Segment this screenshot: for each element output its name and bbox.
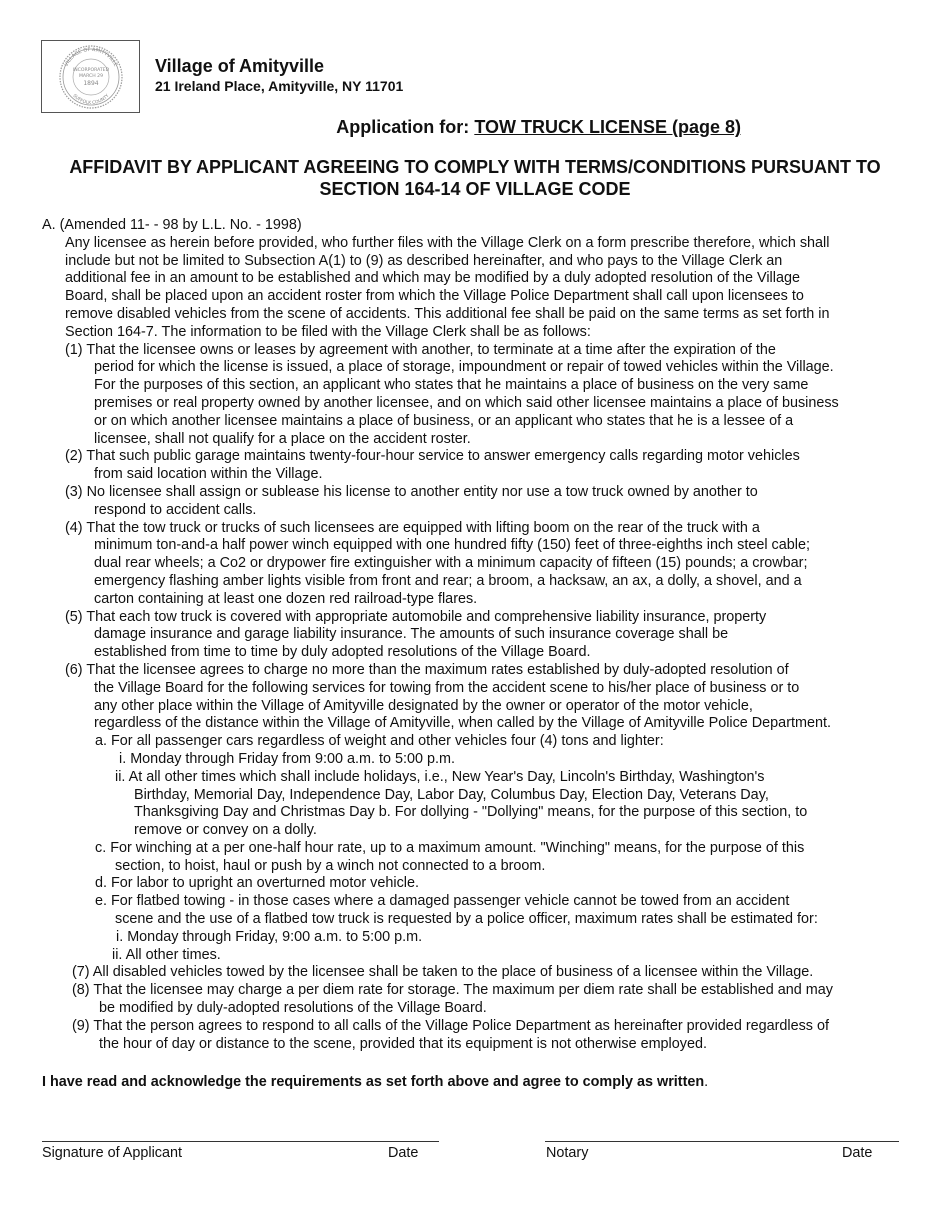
acknowledgement-text: I have read and acknowledge the requirements as set forth above and agree to comply as written	[42, 1074, 705, 1090]
village-seal-icon	[51, 44, 131, 110]
body-line: the Village Board for the following services for towing from the accident scene to his/her place of business or to	[94, 679, 800, 696]
body-line: c. For winching at a per one-half hour rate, up to a maximum amount. "Winching" means, for the purpose of this	[95, 839, 805, 856]
applicant-signature-label: Signature of Applicant	[42, 1145, 183, 1161]
body-line: (9) That the person agrees to respond to all calls of the Village Police Department as hereinafter provided regardless of	[72, 1017, 830, 1034]
applicant-signature-line[interactable]	[42, 1141, 439, 1142]
body-line: Board, shall be placed upon an accident roster from which the Village Police Department shall call upon licensees to	[65, 288, 804, 305]
notary-label: Notary	[546, 1145, 589, 1161]
affidavit-title-line-1: AFFIDAVIT BY APPLICANT AGREEING TO COMPLY WITH TERMS/CONDITIONS PURSUANT TO	[69, 157, 881, 177]
body-line: dual rear wheels; a Co2 or drypower fire extinguisher with a minimum capacity of fifteen (15) pounds; a crowbar;	[94, 555, 808, 572]
body-line: (8) That the licensee may charge a per diem rate for storage. The maximum per diem rate shall be established and may	[72, 982, 833, 999]
body-line: e. For flatbed towing - in those cases where a damaged passenger vehicle cannot be towed from an accident	[95, 893, 790, 910]
body-line: include but not be limited to Subsection A(1) to (9) as described hereinafter, and who pays to the Village Clerk an	[65, 252, 783, 269]
body-line: For the purposes of this section, an applicant who states that he maintains a place of business on the very same	[94, 377, 809, 394]
body-line: (5) That each tow truck is covered with appropriate automobile and comprehensive liability insurance, property	[65, 608, 767, 625]
notary-date-label: Date	[842, 1145, 873, 1161]
village-name: Village of Amityville	[155, 56, 325, 76]
body-line: premises or real property owned by another licensee, and on which said other licensee maintains a place of business	[94, 394, 839, 411]
body-line: Birthday, Memorial Day, Independence Day, Labor Day, Columbus Day, Election Day, Veterans Day,	[134, 786, 769, 803]
body-line: period for which the license is issued, a place of storage, impoundment or repair of towed vehicles within the Village.	[94, 359, 834, 376]
seal-year-text: 1894	[82, 79, 99, 87]
body-line: remove disabled vehicles from the scene of accidents. This additional fee shall be paid on the same terms as set forth in	[65, 305, 830, 322]
body-line: a. For all passenger cars regardless of weight and other vehicles four (4) tons and lighter:	[95, 733, 664, 750]
body-line: damage insurance and garage liability insurance. The amounts of such insurance coverage shall be	[94, 626, 729, 643]
body-line: licensee, shall not qualify for a place on the accident roster.	[94, 430, 471, 447]
body-line: (7) All disabled vehicles towed by the licensee shall be taken to the place of business of a licensee within the Village.	[72, 964, 814, 981]
body-line: carton containing at least one dozen red railroad-type flares.	[94, 590, 478, 607]
body-line: (4) That the tow truck or trucks of such licensees are equipped with lifting boom on the rear of the truck with a	[65, 519, 760, 536]
body-line: respond to accident calls.	[94, 501, 257, 518]
body-line: A. (Amended 11- - 98 by L.L. No. - 1998)	[42, 217, 302, 233]
body-line: scene and the use of a flatbed tow truck is requested by a police officer, maximum rates shall be estimated for:	[115, 911, 818, 928]
body-line: remove or convey on a dolly.	[134, 822, 317, 839]
affidavit-title-line-2: SECTION 164-14 OF VILLAGE CODE	[319, 179, 631, 199]
application-prefix: Application for:	[336, 117, 470, 137]
body-line: additional fee in an amount to be established and which may be modified by a duly adopted resolution of the Village	[65, 270, 800, 287]
body-line: (6) That the licensee agrees to charge no more than the maximum rates established by duly-adopted resolution of	[65, 661, 789, 678]
body-line: i. Monday through Friday, 9:00 a.m. to 5:00 p.m.	[116, 928, 423, 945]
body-line: d. For labor to upright an overturned motor vehicle.	[95, 875, 419, 892]
body-line: (2) That such public garage maintains twenty-four-hour service to answer emergency calls regarding motor vehicles	[65, 448, 800, 465]
body-line: Section 164-7. The information to be filed with the Village Clerk shall be as follows:	[65, 323, 591, 340]
body-line: section, to hoist, haul or push by a winch not connected to a broom.	[115, 857, 546, 874]
village-address: 21 Ireland Place, Amityville, NY 11701	[155, 78, 404, 94]
body-line: the hour of day or distance to the scene, provided that its equipment is not otherwise employed.	[99, 1035, 707, 1052]
acknowledgement-period: .	[704, 1074, 709, 1090]
body-line: minimum ton-and-a half power winch equipped with one hundred fifty (150) feet of three-eighths inch steel cable;	[94, 537, 810, 554]
notary-signature-line[interactable]	[545, 1141, 899, 1142]
affidavit-body	[42, 217, 912, 1053]
applicant-date-label: Date	[388, 1145, 419, 1161]
seal-bottom-text: SUFFOLK COUNTY	[70, 93, 111, 106]
body-line: emergency flashing amber lights visible from front and rear; a broom, a hacksaw, an ax, a dolly, a shovel, and a	[94, 572, 802, 589]
seal-incorporated-text: INCORPORATED	[72, 67, 109, 73]
body-line: ii. At all other times which shall include holidays, i.e., New Year's Day, Lincoln's Birthday, Washington's	[115, 768, 765, 785]
body-line: (3) No licensee shall assign or sublease his license to another entity nor use a tow truck owned by another to	[65, 483, 758, 500]
body-line: Any licensee as herein before provided, who further files with the Village Clerk on a form prescribe therefore, which shall	[65, 234, 830, 251]
village-seal	[41, 40, 140, 113]
body-line: Thanksgiving Day and Christmas Day b. For dollying - "Dollying" means, for the purpose of this section, to	[134, 804, 808, 821]
license-name: TOW TRUCK LICENSE (page 8)	[474, 117, 741, 137]
body-line: regardless of the distance within the Village of Amityville, when called by the Village of Amityville Police Department.	[94, 715, 831, 732]
acknowledgement-statement	[42, 1074, 708, 1090]
body-line: established from time to time by duly adopted resolutions of the Village Board.	[94, 644, 591, 661]
body-line: or on which another licensee maintains a place of business, or an applicant who states that he is a lessee of a	[94, 412, 794, 429]
body-line: i. Monday through Friday from 9:00 a.m. to 5:00 p.m.	[119, 750, 455, 767]
body-line: (1) That the licensee owns or leases by agreement with another, to terminate at a time after the expiration of the	[65, 341, 776, 358]
application-heading	[0, 117, 950, 138]
body-line: ii. All other times.	[112, 946, 221, 963]
body-line: from said location within the Village.	[94, 466, 323, 483]
affidavit-title	[30, 156, 920, 200]
seal-top-text: VILLAGE OF AMITYVILLE	[63, 46, 118, 68]
body-line: any other place within the Village of Amityville designated by the owner or operator of the motor vehicle,	[94, 697, 753, 714]
body-line: be modified by duly-adopted resolutions of the Village Board.	[99, 1000, 487, 1017]
seal-date-text: MARCH 29	[78, 73, 103, 79]
